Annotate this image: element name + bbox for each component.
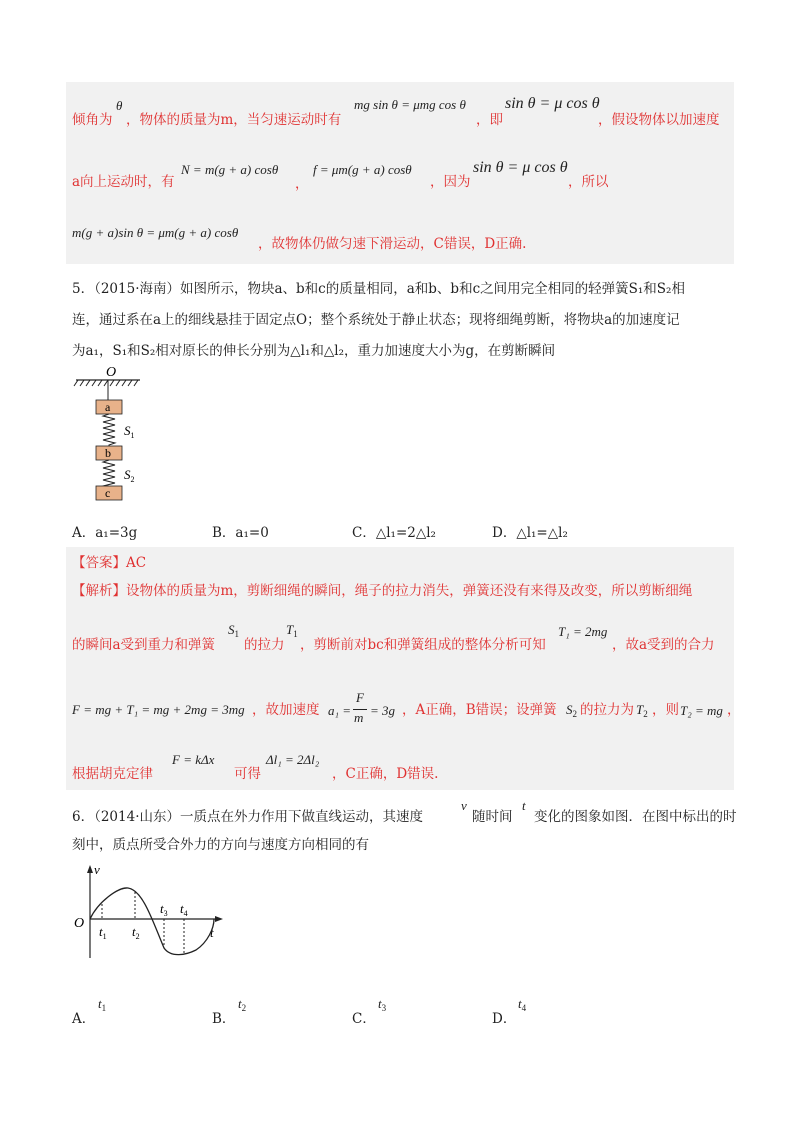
question-6-text: 变化的图象如图．在图中标出的时 (534, 809, 737, 825)
answer-label: 【答案】AC (72, 555, 147, 571)
option-value: $t_1$ (98, 996, 107, 1013)
question-6-text: 随时间 (472, 809, 513, 825)
block-a-label: a (105, 400, 111, 414)
option-value: $t_4$ (518, 996, 527, 1013)
t2-label: $t_2$ (132, 924, 140, 941)
v-axis-arrow (87, 865, 93, 873)
spring-blocks-figure (70, 364, 170, 504)
analysis-text: 可得 (234, 766, 261, 782)
velocity-curve (90, 888, 214, 955)
solution-text: ，所以 (568, 174, 609, 190)
analysis-text: ，剪断前对bc和弹簧组成的整体分析可知 (300, 637, 546, 653)
equation: T₂ = mg (680, 703, 723, 718)
option-letter: D． (492, 1011, 517, 1027)
spring-s2-label: $S_2$ (124, 467, 135, 484)
option-value: $t_2$ (238, 996, 247, 1013)
analysis-text: 根据胡克定律 (72, 766, 153, 782)
option-letter: A． (72, 1011, 96, 1027)
t1-label: $t_1$ (99, 924, 107, 941)
equation: mg sin θ = μmg cos θ (354, 97, 466, 112)
symbol-t2: $T_2$ (636, 702, 648, 719)
question-5-text: 为a₁，S₁和S₂相对原长的伸长分别为△l₁和△l₂，重力加速度大小为g，在剪断瞬间 (72, 343, 556, 359)
solution-text: ， (295, 176, 309, 192)
option-a[interactable]: A．a₁=3g (72, 525, 138, 541)
analysis-text: ，C正确，D错误. (332, 766, 439, 782)
solution-text: a向上运动时，有 (72, 174, 175, 190)
block-c-label: c (105, 486, 111, 500)
symbol-t1: $T_1$ (286, 622, 298, 639)
question-5-text: 连，通过系在a上的细线悬挂于固定点O；整个系统处于静止状态；现将细绳剪断，将物块a的加速度记 (72, 312, 680, 328)
analysis-text: 的瞬间a受到重力和弹簧 (72, 637, 216, 653)
symbol-v: v (461, 798, 467, 813)
analysis-text: ，A正确，B错误；设弹簧 (402, 702, 557, 718)
equation: f = μm(g + a) cosθ (313, 162, 412, 177)
solution-text: ，物体的质量为m，当匀速运动时有 (126, 112, 342, 128)
spring-s1-label: $S_1$ (124, 423, 135, 440)
equation: m(g + a)sin θ = μm(g + a) cosθ (72, 225, 239, 240)
analysis-text: ，故a受到的合力 (612, 637, 715, 653)
option-b[interactable]: B．a₁=0 (212, 525, 269, 541)
origin-label: O (74, 916, 85, 931)
t-axis-label: t (210, 925, 214, 940)
equation: a₁ = (328, 703, 352, 718)
solution-text: ，即 (476, 112, 503, 128)
question-5-text: 5．（2015·海南）如图所示，物块a、b和c的质量相同，a和b、b和c之间用完全相同的轻弹簧S₁和S₂相 (72, 281, 685, 297)
question-6-text: 刻中，质点所受合外力的方向与速度方向相同的有 (72, 837, 369, 853)
theta-symbol: θ (116, 98, 123, 113)
fraction-numerator: F (356, 690, 364, 705)
option-value: $t_3$ (378, 996, 387, 1013)
symbol-t: t (522, 798, 526, 813)
equation: F = mg + T₁ = mg + 2mg = 3mg (72, 702, 245, 717)
solution-text: ，因为 (430, 174, 471, 190)
spring-s1 (103, 414, 115, 446)
t3-label: $t_3$ (160, 901, 168, 918)
solution-text: ，假设物体以加速度 (598, 112, 720, 128)
analysis-text: ，故加速度 (252, 702, 320, 718)
block-b-label: b (105, 446, 111, 460)
equation: N = m(g + a) cosθ (181, 162, 279, 177)
solution-text: ，故物体仍做匀速下滑运动，C错误，D正确. (258, 236, 527, 252)
t-axis-arrow (215, 916, 223, 922)
spring-s2 (97, 460, 115, 488)
analysis-text: ， (727, 702, 741, 718)
analysis-text: 的拉力为 (580, 702, 634, 718)
velocity-time-graph (68, 862, 228, 962)
v-axis-label: v (94, 862, 100, 877)
solution-text: 倾角为 (72, 112, 113, 128)
analysis-text: 的拉力 (244, 637, 285, 653)
equation: T₁ = 2mg (558, 624, 608, 639)
question-6-text: 6．（2014·山东）一质点在外力作用下做直线运动，其速度 (72, 809, 423, 825)
point-O-label: O (106, 365, 117, 380)
equation: = 3g (370, 703, 396, 718)
option-letter: C． (352, 1011, 376, 1027)
analysis-text: 【解析】设物体的质量为m，剪断细绳的瞬间，绳子的拉力消失，弹簧还没有来得及改变，所以剪断细绳 (72, 583, 693, 599)
option-d[interactable]: D．△l₁=△l₂ (492, 525, 568, 541)
equation: sin θ = μ cos θ (505, 95, 600, 112)
fraction-denominator: m (354, 710, 364, 725)
option-letter: B． (212, 1011, 236, 1027)
symbol-s1: $S_1$ (228, 622, 239, 639)
symbol-s2: $S_2$ (566, 702, 577, 719)
option-c[interactable]: C．△l₁=2△l₂ (352, 525, 436, 541)
equation: sin θ = μ cos θ (473, 159, 568, 176)
analysis-text: ，则 (652, 702, 679, 718)
equation: Δl₁ = 2Δl₂ (266, 752, 320, 767)
equation: F = kΔx (172, 752, 215, 767)
t4-label: $t_4$ (180, 901, 188, 918)
